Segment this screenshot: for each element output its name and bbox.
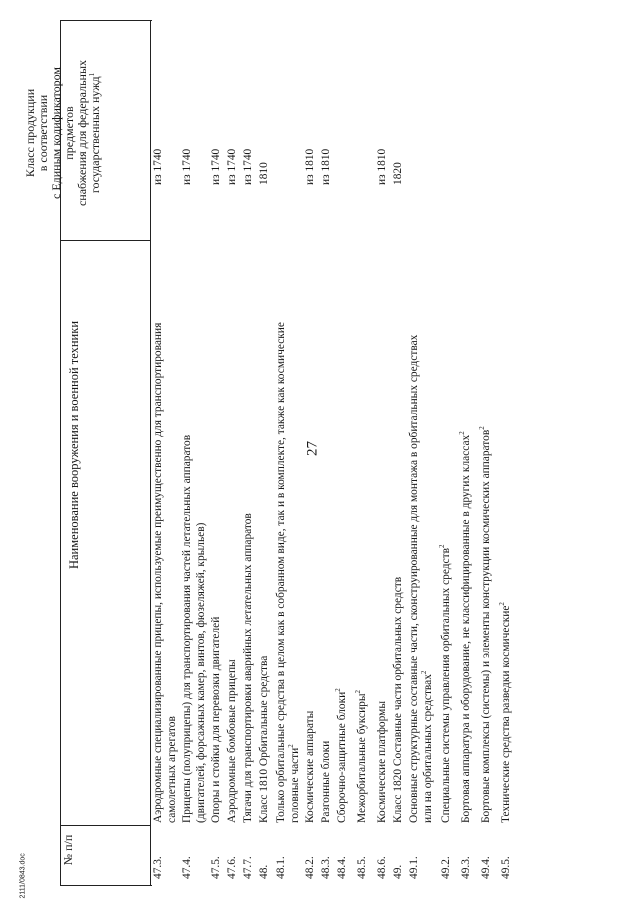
- row-name: [500, 273, 514, 823]
- header-name: Наименование вооружения и военной техники: [67, 320, 81, 570]
- row-name-line1: Только орбитальные средства в целом как в собранном виде, так и в комплекте, также как космические: [275, 322, 287, 823]
- row-name-line1: Специальные системы управления орбитальных средств: [440, 548, 452, 823]
- row-name-line1: Межорбитальные буксиры: [356, 693, 368, 823]
- row-name: [226, 273, 240, 823]
- row-name-line1: Бортовые комплексы (системы) и элементы конструкции космических аппаратов: [480, 429, 492, 823]
- header-class-line2: в соответствии: [36, 94, 50, 172]
- row-number: 47.3.: [152, 856, 164, 879]
- header-class-line5-text: государственных нужд: [88, 76, 102, 194]
- row-class: из 1810: [304, 148, 316, 185]
- row-name: [356, 273, 370, 823]
- row-class: из 1740: [242, 148, 254, 185]
- row-name-line1: Бортовая аппаратура и оборудование, не классифицированные в других классах: [460, 434, 472, 823]
- row-name-line1: Сборочно-защитные блоки: [336, 691, 348, 823]
- row-number: 48.: [258, 864, 270, 879]
- row-name: [242, 273, 256, 823]
- row-number: 48.5.: [356, 856, 368, 879]
- row-number: 47.7.: [242, 856, 254, 879]
- row-name: [336, 273, 350, 823]
- footnote-mark: 2: [458, 431, 467, 435]
- row-class: 1820: [392, 162, 404, 185]
- header-class-line4: снабжения для федеральных: [75, 59, 89, 207]
- header-number: № п/п: [61, 834, 75, 866]
- row-name-line1: Космические платформы: [376, 700, 388, 823]
- footnote-mark: 2: [419, 670, 428, 675]
- row-number: 47.5.: [210, 856, 222, 879]
- row-name-line1: Прицепы (полуприцепы) для транспортирования частей летательных аппаратов: [181, 434, 193, 823]
- row-number: 48.2.: [304, 856, 316, 879]
- row-class: из 1740: [152, 148, 164, 185]
- row-name: [275, 273, 302, 823]
- header-class-line5: [89, 43, 102, 223]
- row-name: [376, 273, 390, 823]
- header-class-line1: Класс продукции: [23, 88, 37, 178]
- row-name-line1: Разгонные блоки: [320, 740, 332, 823]
- row-number: 48.6.: [376, 856, 388, 879]
- row-name: [440, 273, 454, 823]
- row-name-line1: Технические средства разведки космические: [500, 605, 512, 823]
- row-number: 47.4.: [181, 856, 193, 879]
- document-id: 2111/0843.doc: [19, 853, 27, 899]
- row-number: 49.: [392, 864, 404, 879]
- row-name-line2: (двигателей, форсажных камер, винтов, фюзеляжей, крыльев): [194, 522, 207, 823]
- row-number: 48.4.: [336, 856, 348, 879]
- row-class: из 1740: [181, 148, 193, 185]
- row-name: [460, 273, 474, 823]
- row-name: [258, 273, 272, 823]
- row-name-line1: Класс 1810 Орбитальные средства: [258, 655, 270, 823]
- row-name: [392, 273, 406, 823]
- row-name-line1: Класс 1820 Составные части орбитальных средств: [392, 576, 404, 823]
- row-class: из 1740: [226, 148, 238, 185]
- row-name: [320, 273, 334, 823]
- row-name-line2: самолетных агрегатов: [165, 716, 178, 823]
- row-number: 49.5.: [500, 856, 512, 879]
- header-class: [24, 43, 102, 223]
- row-name-line2: головные части: [288, 747, 301, 823]
- page-number: 27: [304, 441, 321, 456]
- row-name-line1: Основные структурные составные части, сконструированные для монтажа в орбитальных средствах: [408, 334, 420, 823]
- footnote-mark: 2: [286, 744, 295, 748]
- row-number: 47.6.: [226, 856, 238, 879]
- table-bottom-line: [60, 885, 152, 886]
- rotated-table: [23, 45, 590, 885]
- footnote-mark: 2: [438, 544, 447, 549]
- header-class-sup: 1: [88, 72, 96, 77]
- footnote-mark: 2: [478, 426, 487, 430]
- row-name-line1: Тягачи для транспортировки аварийных летательных аппаратов: [242, 513, 254, 823]
- row-name-line1: Аэродромные бомбовые прицепы: [226, 659, 238, 823]
- row-name-line1: Опоры и стойки для перевозки двигателей: [210, 616, 222, 823]
- row-class: из 1810: [376, 148, 388, 185]
- row-number: 48.1.: [275, 856, 287, 879]
- row-name-line1: Космические аппараты: [304, 710, 316, 823]
- row-number: 49.3.: [460, 856, 472, 879]
- footnote-mark: 2: [498, 602, 507, 606]
- row-name: [304, 273, 318, 823]
- row-name-line2: или на орбитальных средствах: [421, 674, 434, 823]
- header-class-line3: с Единым кодификатором предметов: [49, 67, 76, 199]
- row-class: из 1740: [210, 148, 222, 185]
- row-class: из 1810: [320, 148, 332, 185]
- row-number: 48.3.: [320, 856, 332, 879]
- footnote-mark: 2: [334, 688, 343, 692]
- row-name: [210, 273, 224, 823]
- row-name-line1: Аэродромные специализированные прицепы, используемые преимущественно для транспортирования: [152, 322, 164, 823]
- row-name: [181, 273, 208, 823]
- row-class: 1810: [258, 162, 270, 185]
- row-name: [408, 273, 435, 823]
- footnote-mark: 2: [354, 689, 363, 694]
- table-top-line: [60, 20, 152, 21]
- row-name: [480, 273, 494, 823]
- row-number: 49.4.: [480, 856, 492, 879]
- row-number: 49.1.: [408, 856, 420, 879]
- row-name: [152, 273, 179, 823]
- row-number: 49.2.: [440, 856, 452, 879]
